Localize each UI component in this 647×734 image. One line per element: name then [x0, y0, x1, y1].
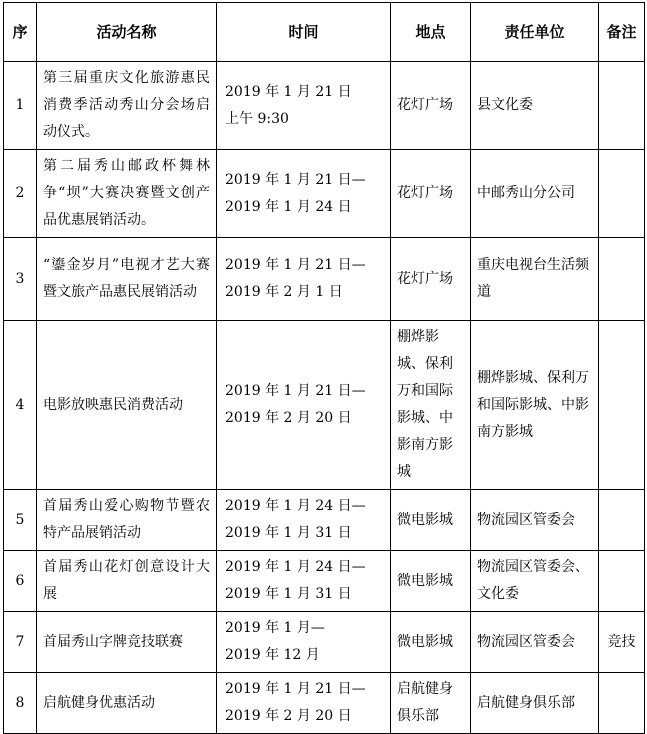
row-note: [599, 551, 645, 612]
row-responsible-unit: 物流园区管委会、文化委: [471, 551, 599, 612]
row-place: 花灯广场: [391, 150, 471, 238]
header-responsible-unit: 责任单位: [471, 3, 599, 62]
table-row: [4, 551, 645, 612]
row-time: 2019 年 1 月 21 日— 2019 年 2 月 20 日: [217, 321, 391, 490]
row-place: 微电影城: [391, 490, 471, 551]
header-time: 时间: [217, 3, 391, 62]
row-note: [599, 150, 645, 238]
row-activity-name: 首届秀山字牌竞技联赛: [37, 612, 217, 673]
row-activity-name: “鎏金岁月”电视才艺大赛暨文旅产品惠民展销活动: [37, 238, 217, 321]
row-time: 2019 年 1 月 24 日— 2019 年 1 月 31 日: [217, 551, 391, 612]
row-place: 棚烨影城、保利万和国际影城、中影南方影城: [391, 321, 471, 490]
row-responsible-unit: 中邮秀山分公司: [471, 150, 599, 238]
header-place: 地点: [391, 3, 471, 62]
row-time: 2019 年 1 月 21 日— 2019 年 2 月 1 日: [217, 238, 391, 321]
header-index: 序: [4, 3, 37, 62]
row-index: 5: [4, 490, 37, 551]
row-note: [599, 673, 645, 734]
row-index: 4: [4, 321, 37, 490]
header-note: 备注: [599, 3, 645, 62]
row-activity-name: 第三届重庆文化旅游惠民消费季活动秀山分会场启动仪式。: [37, 62, 217, 150]
table-row: [4, 673, 645, 734]
row-index: 7: [4, 612, 37, 673]
table-row: [4, 238, 645, 321]
row-index: 1: [4, 62, 37, 150]
row-index: 3: [4, 238, 37, 321]
table-row: [4, 490, 645, 551]
row-activity-name: 第二届秀山邮政杯舞林争“坝”大赛决赛暨文创产品优惠展销活动。: [37, 150, 217, 238]
activity-schedule-table: [3, 2, 645, 734]
row-time: 2019 年 1 月 21 日— 2019 年 1 月 24 日: [217, 150, 391, 238]
row-note: [599, 62, 645, 150]
row-note: [599, 490, 645, 551]
row-responsible-unit: 棚烨影城、保利万和国际影城、中影南方影城: [471, 321, 599, 490]
row-index: 6: [4, 551, 37, 612]
table-row: [4, 62, 645, 150]
row-place: 花灯广场: [391, 62, 471, 150]
row-time: 2019 年 1 月 21 日 上午 9:30: [217, 62, 391, 150]
table-row: [4, 612, 645, 673]
row-activity-name: 首届秀山爱心购物节暨农特产品展销活动: [37, 490, 217, 551]
row-responsible-unit: 重庆电视台生活频道: [471, 238, 599, 321]
row-responsible-unit: 物流园区管委会: [471, 612, 599, 673]
row-activity-name: 首届秀山花灯创意设计大展: [37, 551, 217, 612]
row-activity-name: 电影放映惠民消费活动: [37, 321, 217, 490]
row-index: 2: [4, 150, 37, 238]
row-responsible-unit: 县文化委: [471, 62, 599, 150]
row-responsible-unit: 物流园区管委会: [471, 490, 599, 551]
row-note: 竞技: [599, 612, 645, 673]
row-note: [599, 238, 645, 321]
row-activity-name: 启航健身优惠活动: [37, 673, 217, 734]
table-row: [4, 321, 645, 490]
row-index: 8: [4, 673, 37, 734]
row-time: 2019 年 1 月— 2019 年 12 月: [217, 612, 391, 673]
row-responsible-unit: 启航健身俱乐部: [471, 673, 599, 734]
row-place: 微电影城: [391, 551, 471, 612]
row-place: 微电影城: [391, 612, 471, 673]
row-note: [599, 321, 645, 490]
row-place: 花灯广场: [391, 238, 471, 321]
row-time: 2019 年 1 月 24 日— 2019 年 1 月 31 日: [217, 490, 391, 551]
table-row: [4, 150, 645, 238]
header-activity-name: 活动名称: [37, 3, 217, 62]
table-header-row: [4, 3, 645, 62]
row-place: 启航健身俱乐部: [391, 673, 471, 734]
row-time: 2019 年 1 月 21 日— 2019 年 2 月 20 日: [217, 673, 391, 734]
